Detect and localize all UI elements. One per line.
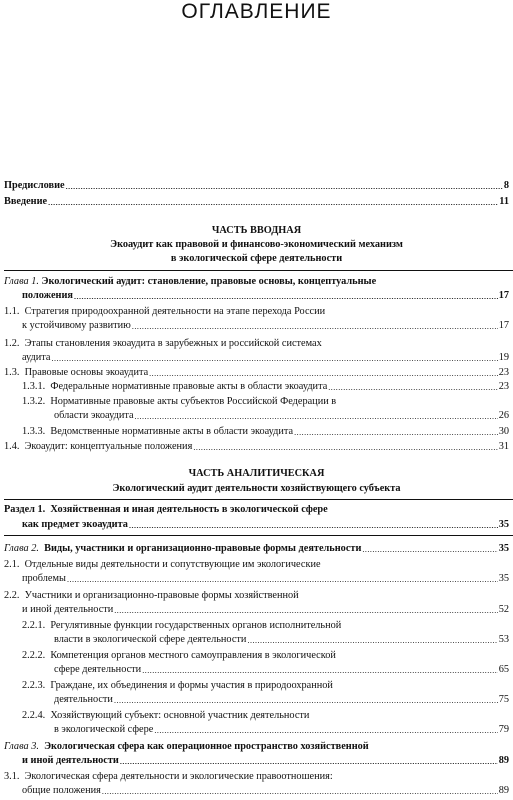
- toc-entry[interactable]: [4, 441, 509, 453]
- part-subtitle: в экологической сфере деятельности: [170, 253, 343, 264]
- entry-text: Регулятивные функции государственных органов исполнительной: [50, 620, 342, 631]
- chapter-label: Глава 1.: [4, 276, 39, 287]
- entry-text: власти в экологической сфере деятельности: [54, 634, 247, 645]
- section-title-cont[interactable]: [22, 519, 509, 531]
- toc-entry-cont[interactable]: [54, 634, 509, 646]
- toc-entry-cont[interactable]: [22, 604, 509, 616]
- entry-text: Экоаудит: концептуальные положения: [24, 441, 193, 452]
- entry-text: и иной деятельности: [22, 604, 114, 615]
- entry-page: 8: [503, 180, 509, 191]
- section-label: Раздел 1.: [4, 504, 46, 515]
- entry-number: 1.2.: [4, 338, 20, 349]
- entry-text: Стратегия природоохранной деятельности на этапе перехода России: [24, 306, 326, 317]
- divider: [4, 499, 513, 500]
- toc-entry[interactable]: [22, 650, 336, 662]
- entry-number: 1.3.2.: [22, 396, 46, 407]
- toc-entry-preface[interactable]: [4, 180, 509, 192]
- section-title-line: как предмет экоаудита: [22, 519, 128, 530]
- entry-number: 2.2.2.: [22, 650, 46, 661]
- entry-page: 75: [498, 694, 509, 705]
- entry-number: 2.2.1.: [22, 620, 46, 631]
- entry-page: 30: [498, 426, 509, 437]
- toc-entry-cont[interactable]: [22, 352, 509, 364]
- entry-text: Граждане, их объединения и формы участия в природоохранной: [50, 680, 333, 691]
- entry-text: Участники и организационно-правовые формы хозяйственной: [24, 590, 299, 601]
- entry-number: 1.3.1.: [22, 381, 46, 392]
- entry-text: области экоаудита: [54, 410, 134, 421]
- entry-page: 65: [498, 664, 509, 675]
- chapter-title-line: Экологическая сфера как операционное пространство хозяйственной: [44, 741, 369, 752]
- chapter-title[interactable]: [4, 741, 369, 753]
- toc-entry[interactable]: [4, 306, 325, 318]
- entry-number: 1.4.: [4, 441, 20, 452]
- entry-text: деятельности: [54, 694, 113, 705]
- chapter-title-line: и иной деятельности: [22, 755, 119, 766]
- chapter-title-cont[interactable]: [22, 290, 509, 302]
- entry-number: 1.3.: [4, 367, 20, 378]
- toc-entry[interactable]: [4, 590, 299, 602]
- entry-page: 53: [498, 634, 509, 645]
- toc-entry-cont[interactable]: [22, 785, 509, 797]
- toc-entry-introduction[interactable]: [4, 196, 509, 208]
- divider: [4, 535, 513, 536]
- chapter-title-line: положения: [22, 290, 73, 301]
- entry-text: Введение: [4, 196, 48, 207]
- entry-text: Нормативные правовые акты субъектов Российской Федерации в: [50, 396, 337, 407]
- chapter-title[interactable]: [4, 543, 509, 555]
- entry-page: 52: [498, 604, 509, 615]
- entry-page: 79: [498, 724, 509, 735]
- entry-page: 11: [499, 196, 509, 207]
- entry-page: 35: [498, 543, 509, 554]
- entry-number: 2.2.3.: [22, 680, 46, 691]
- entry-text: Федеральные нормативные правовые акты в области экоаудита: [50, 381, 328, 392]
- chapter-title-cont[interactable]: [22, 755, 509, 767]
- entry-page: 19: [498, 352, 509, 363]
- toc-entry-cont[interactable]: [22, 320, 509, 332]
- part-heading: ЧАСТЬ ВВОДНАЯ: [211, 225, 302, 236]
- entry-text: Компетенция органов местного самоуправления в экологической: [50, 650, 336, 661]
- section-title[interactable]: [4, 504, 328, 516]
- toc-entry[interactable]: [4, 367, 509, 379]
- entry-text: Отдельные виды деятельности и сопутствующие им экологические: [24, 559, 321, 570]
- toc-entry[interactable]: [22, 426, 509, 438]
- entry-text: аудита: [22, 352, 51, 363]
- entry-text: Правовые основы экоаудита: [24, 367, 149, 378]
- toc-entry[interactable]: [22, 396, 336, 408]
- toc-entry-cont[interactable]: [54, 694, 509, 706]
- chapter-title-line: Виды, участники и организационно-правовые формы деятельности: [44, 543, 362, 554]
- chapter-title-line: Экологический аудит: становление, правовые основы, концептуальные: [41, 276, 377, 287]
- entry-page: 23: [498, 367, 509, 378]
- entry-text: Этапы становления экоаудита в зарубежных и российской системах: [24, 338, 322, 349]
- part-subtitle: Экологический аудит деятельности хозяйствующего субъекта: [112, 483, 401, 494]
- page-title: ОГЛАВЛЕНИЕ: [181, 0, 332, 23]
- entry-number: 2.2.: [4, 590, 20, 601]
- toc-entry-cont[interactable]: [54, 410, 509, 422]
- part-heading: ЧАСТЬ АНАЛИТИЧЕСКАЯ: [188, 468, 325, 479]
- part-subtitle: Экоаудит как правовой и финансово-экономический механизм: [110, 239, 403, 250]
- entry-page: 26: [498, 410, 509, 421]
- toc-entry[interactable]: [22, 710, 309, 722]
- entry-number: 2.2.4.: [22, 710, 46, 721]
- entry-text: Хозяйствующий субъект: основной участник деятельности: [50, 710, 310, 721]
- entry-page: 23: [498, 381, 509, 392]
- entry-number: 1.3.3.: [22, 426, 46, 437]
- entry-text: Предисловие: [4, 180, 65, 191]
- entry-text: Ведомственные нормативные акты в области экоаудита: [50, 426, 294, 437]
- entry-page: 17: [498, 290, 509, 301]
- entry-number: 3.1.: [4, 771, 20, 782]
- entry-text: к устойчивому развитию: [22, 320, 131, 331]
- toc-entry-cont[interactable]: [54, 664, 509, 676]
- chapter-label: Глава 3.: [4, 741, 39, 752]
- toc-entry[interactable]: [22, 381, 509, 393]
- entry-page: 17: [498, 320, 509, 331]
- toc-entry[interactable]: [4, 338, 322, 350]
- chapter-label: Глава 2.: [4, 543, 39, 554]
- entry-text: общие положения: [22, 785, 101, 796]
- toc-entry-cont[interactable]: [22, 573, 509, 585]
- entry-page: 31: [498, 441, 509, 452]
- entry-page: 89: [498, 755, 509, 766]
- entry-page: 35: [498, 519, 509, 530]
- entry-text: Экологическая сфера деятельности и экологические правоотношения:: [24, 771, 333, 782]
- entry-text: сфере деятельности: [54, 664, 142, 675]
- entry-text: в экологической сфере: [54, 724, 154, 735]
- toc-entry[interactable]: [22, 680, 333, 692]
- entry-page: 35: [498, 573, 509, 584]
- toc-entry[interactable]: [4, 559, 321, 571]
- toc-entry[interactable]: [22, 620, 341, 632]
- entry-text: проблемы: [22, 573, 66, 584]
- chapter-title[interactable]: [4, 276, 376, 288]
- divider: [4, 270, 513, 271]
- section-title-line: Хозяйственная и иная деятельность в экологической сфере: [50, 504, 328, 515]
- toc-entry-cont[interactable]: [54, 724, 509, 736]
- entry-number: 1.1.: [4, 306, 20, 317]
- entry-page: 89: [498, 785, 509, 796]
- entry-number: 2.1.: [4, 559, 20, 570]
- toc-entry[interactable]: [4, 771, 333, 783]
